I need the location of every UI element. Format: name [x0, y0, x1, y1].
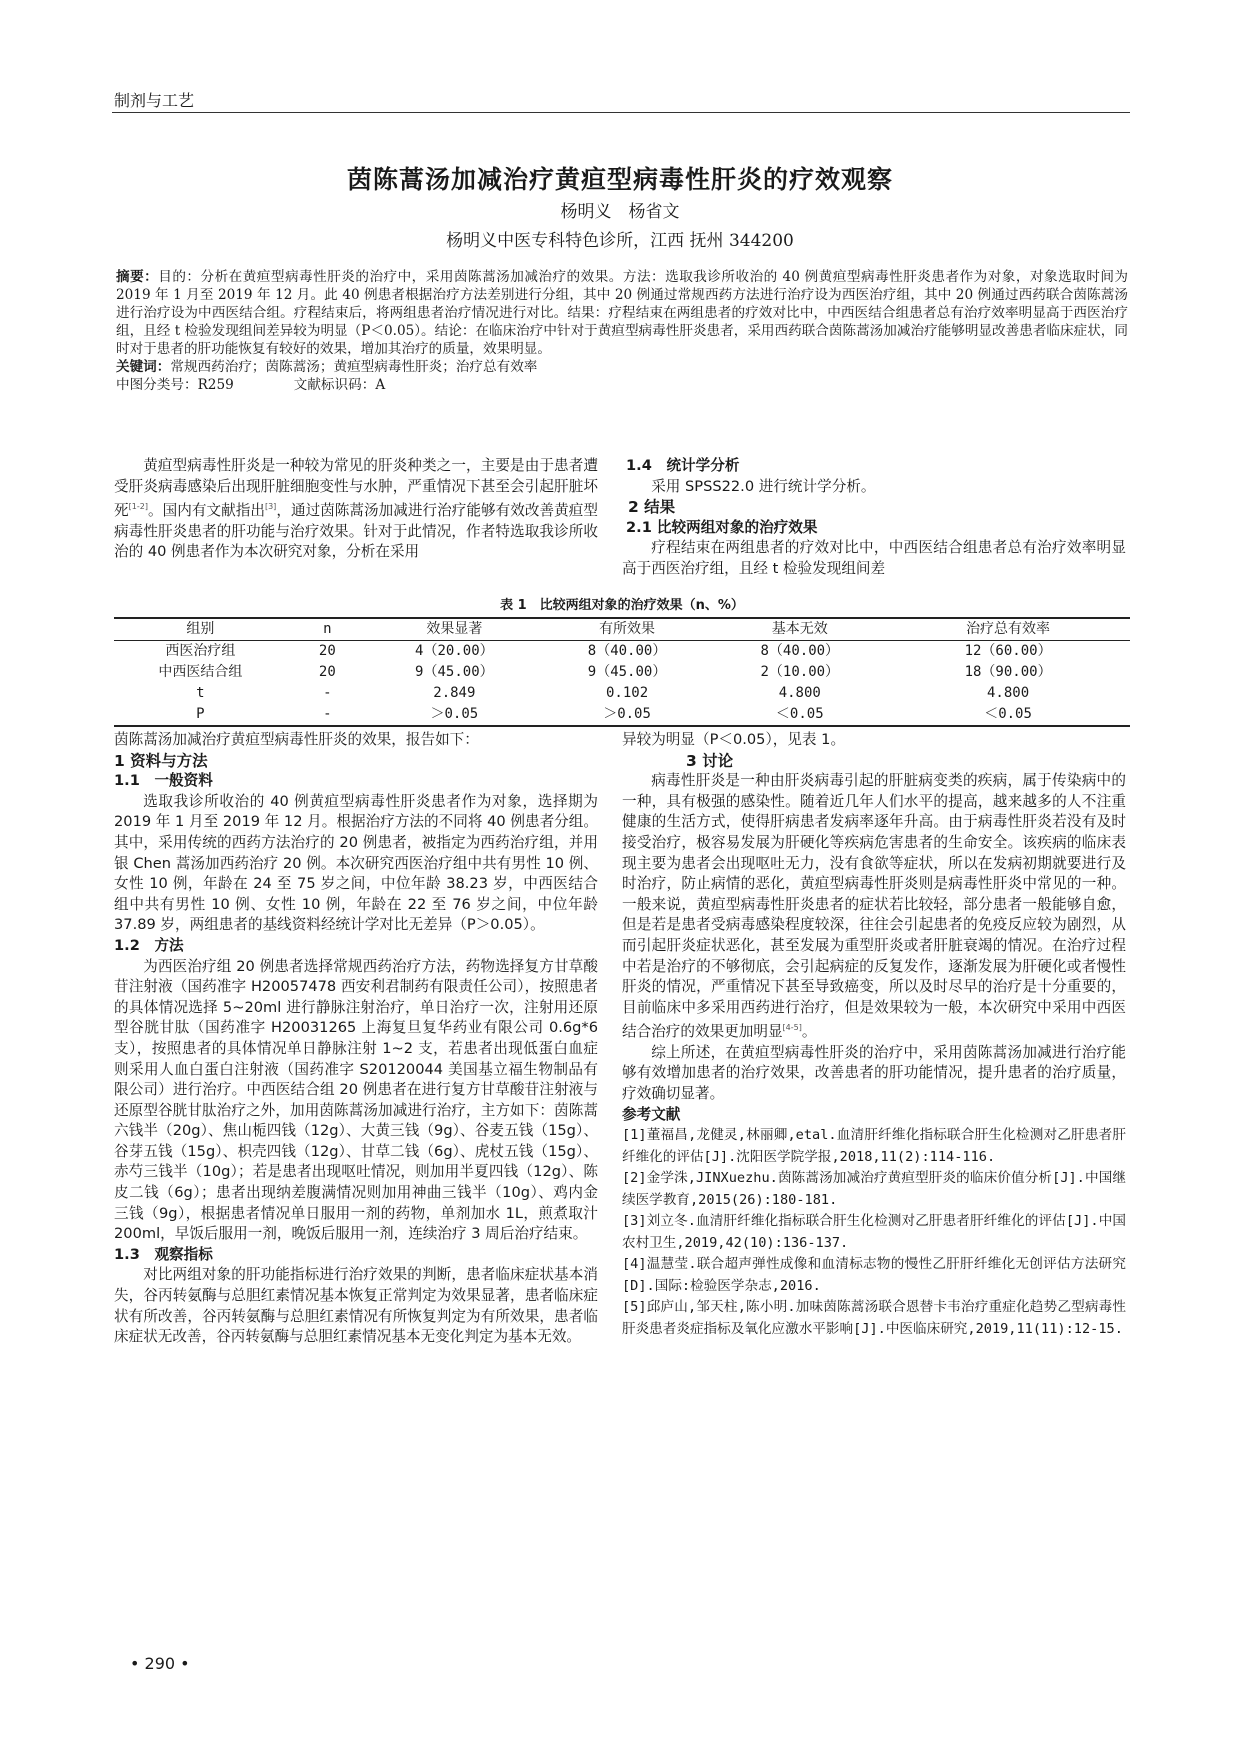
citation: [3] — [264, 502, 277, 512]
table-cell: P — [196, 706, 205, 722]
reference-item: [1]董福昌,龙健灵,林丽卿,etal.血清肝纤维化指标联合肝生化检测对乙肝患者肝纤维化的评估[J].沈阳医学院学报,2018,11(2):114-116. — [622, 1127, 1126, 1165]
intro-column — [114, 456, 598, 563]
classification — [116, 376, 1128, 394]
table-header: 效果显著 — [426, 621, 483, 637]
table-cell: 9（45.00） — [587, 664, 667, 680]
clc-value: R259 — [197, 377, 234, 393]
intro-text-3: ，通过茵陈蒿汤加减进行治疗能够有效改善黄疸型病毒性肝炎患者的肝功能与治疗效果。针对于此情况，作者特选取我诊所收治的 40 例患者作为本次研究对象，分析在采用 — [114, 502, 598, 561]
table-row — [114, 683, 1130, 704]
discussion-paragraph-1 — [622, 771, 1126, 1043]
table-cell: 18（90.00） — [964, 664, 1052, 680]
table-header: 组别 — [186, 621, 215, 637]
abstract-label: 摘要： — [116, 269, 159, 285]
affiliation: 杨明义中医专科特色诊所，江西 抚州 344200 — [446, 231, 794, 251]
methods-column — [114, 730, 598, 1348]
section-2-1-text: 疗程结束在两组患者的疗效对比中，中西医结合组患者总有治疗效率明显高于西医治疗组，且经 t 检验发现组间差 — [622, 539, 1126, 577]
results-table — [114, 594, 1130, 727]
intro-text-2: 。国内有文献指出 — [147, 502, 265, 520]
clc-label: 中图分类号： — [116, 377, 198, 393]
table-header: 有所效果 — [599, 621, 656, 637]
abstract-text — [116, 268, 1128, 358]
table-header: 治疗总有效率 — [966, 621, 1051, 637]
section-3-title: 3 讨论 — [686, 751, 734, 770]
section-1-4-text: 采用 SPSS22.0 进行统计学分析。 — [651, 477, 876, 495]
table-cell: 4.800 — [986, 685, 1030, 701]
section-1-1-title: 1.1 一般资料 — [114, 772, 213, 790]
reference-item: [2]金学洙,JINXuezhu.茵陈蒿汤加减治疗黄疸型肝炎的临床价值分析[J].中国继续医学教育,2015(26):180-181. — [622, 1170, 1126, 1208]
table-cell: 8（40.00） — [587, 643, 667, 659]
abstract — [116, 268, 1128, 394]
intro-continued: 茵陈蒿汤加减治疗黄疸型病毒性肝炎的效果，报告如下： — [114, 731, 479, 748]
discussion-end: 。 — [801, 1023, 817, 1041]
table — [114, 617, 1130, 727]
citation: [4-5] — [782, 1023, 802, 1033]
authors: 杨明义 杨省文 — [560, 202, 680, 222]
reference-item: [4]温慧莹.联合超声弹性成像和血清标志物的慢性乙肝肝纤维化无创评估方法研究[D].国际:检验医学杂志,2016. — [622, 1256, 1126, 1294]
section-1-2-title: 1.2 方法 — [114, 936, 184, 954]
table-cell: 20 — [318, 664, 336, 680]
section-1-1-text: 选取我诊所收治的 40 例黄疸型病毒性肝炎患者作为对象，选择期为 2019 年 1 月至 2019 年 12 月。根据治疗方法的不同将 40 例患者分组。其中，采用传统的西药方法治疗的 20 例患者，被指定为西药治疗组，并用银 Chen 蒿汤加西药治疗 20 例。本次研究西医治疗组中共有男性 10 例、女性 10 例，年龄在 24 至 75 岁之间，中位年龄 38.23 岁，中西医结合组中共有男性 10 例、女性 10 例，年龄在 22 至 76 岁之间，中位年龄 37.89 岁，两组患者的基线资料经统计学对比无差异（P＞0.05）。 — [114, 792, 598, 934]
abstract-body: 目的：分析在黄疸型病毒性肝炎的治疗中，采用茵陈蒿汤加减治疗的效果。方法：选取我诊所收治的 40 例黄疸型病毒性肝炎患者作为对象，对象选取时间为 2019 年 1 月至 2019 年 12 月。此 40 例患者根据治疗方法差别进行分组，其中 20 例通过常规西药方法进行治疗设为西医治疗组，其中 20 例通过西药联合茵陈蒿汤进行治疗设为中西医结合组。疗程结束后，将两组患者治疗情况进行对比。结果：疗程结束在两组患者的疗效对比中，中西医结合组患者总有治疗效率明显高于西医治疗组，且经 t 检验发现组间差异较为明显（P＜0.05）。结论：在临床治疗中针对于黄疸型病毒性肝炎患者，采用西药联合茵陈蒿汤加减治疗能够明显改善患者临床症状，同时对于患者的肝功能恢复有较好的效果，增加其治疗的质量，效果明显。 — [116, 269, 1129, 357]
section-1-2-text: 为西医治疗组 20 例患者选择常规西药治疗方法，药物选择复方甘草酸苷注射液（国药准字 H20057478 西安利君制药有限责任公司），按照患者的具体情况选择 5~20ml 进行静脉注射治疗，单日治疗一次，注射用还原型谷胱甘肽（国药准字 H20031265 上海复旦复华药业有限公司 0.6g*6 支），按照患者的具体情况单日静脉注射 1~2 支，若患者出现低蛋白血症则采用人血白蛋白注射液（国药准字 S20120044 美国基立福生物制品有限公司）进行治疗。中西医结合组 20 例患者在进行复方甘草酸苷注射液与还原型谷胱甘肽治疗之外，加用茵陈蒿汤加减进行治疗，主方如下：茵陈蒿六钱半（20g）、焦山栀四钱（12g）、大黄三钱（9g）、谷麦五钱（15g）、谷芽五钱（15g）、枳壳四钱（12g）、甘草二钱（6g）、虎杖五钱（15g）、赤芍三钱半（10g）；若是患者出现呕吐情况，则加用半夏四钱（12g）、陈皮二钱（6g）；患者出现纳差腹满情况则加用神曲三钱半（10g）、鸡内金三钱（9g），根据患者情况单日服用一剂的药物，单剂加水 1L，煎煮取汁 200ml，早饭后服用一剂，晚饭后服用一剂，连续治疗 3 周后治疗结束。 — [114, 957, 598, 1243]
section-1-4-title: 1.4 统计学分析 — [626, 457, 740, 474]
reference-item: [3]刘立冬.血清肝纤维化指标联合肝生化检测对乙肝患者肝纤维化的评估[J].中国农村卫生,2019,42(10):136-137. — [622, 1213, 1126, 1251]
discussion-column — [622, 730, 1126, 1340]
header-divider — [112, 112, 1130, 113]
table-cell: 2.849 — [433, 685, 476, 701]
discussion-paragraph-2: 综上所述，在黄疸型病毒性肝炎的治疗中，采用茵陈蒿汤加减进行治疗能够有效增加患者的治疗效果，改善患者的肝功能情况，提升患者的治疗质量，疗效确切显著。 — [622, 1043, 1126, 1102]
keywords-label: 关键词： — [116, 359, 171, 375]
table-cell: - — [323, 706, 332, 722]
table-header: n — [323, 621, 332, 637]
table-cell: ＞0.05 — [430, 706, 479, 722]
section-2-title: 2 结果 — [628, 498, 676, 517]
table-cell: ＜0.05 — [775, 706, 824, 722]
doc-label: 文献标识码： — [293, 377, 376, 393]
results-column-top — [622, 456, 1126, 580]
table-cell: ＞0.05 — [603, 706, 651, 722]
table-cell: 西医治疗组 — [165, 643, 236, 659]
table-cell: 8（40.00） — [760, 643, 840, 659]
section-2-1-title: 2.1 比较两组对象的治疗效果 — [626, 518, 818, 536]
table-cell: 中西医结合组 — [158, 664, 243, 680]
section-1-title: 1 资料与方法 — [114, 751, 208, 770]
intro-text-1: 黄疸型病毒性肝炎是一种较为常见的肝炎种类之一，主要是由于患者遭受肝炎病毒感染后出现肝脏细胞变性与水肿，严重情况下甚至会引起肝脏坏死 — [114, 457, 598, 520]
table-cell: - — [323, 685, 332, 701]
section-label: 制剂与工艺 — [114, 91, 195, 110]
table-cell: ＜0.05 — [984, 706, 1032, 722]
table-cell: 9（45.00） — [415, 664, 494, 680]
table-row — [114, 662, 1130, 683]
table-row — [114, 641, 1130, 663]
table-cell: 4（20.00） — [415, 643, 494, 659]
intro-paragraph — [114, 456, 598, 563]
section-1-3-title: 1.3 观察指标 — [114, 1245, 213, 1263]
table-cell: 12（60.00） — [964, 643, 1052, 659]
keywords-body: 常规西药治疗；茵陈蒿汤；黄疸型病毒性肝炎；治疗总有效率 — [170, 359, 538, 375]
keywords — [116, 358, 1128, 376]
table-cell: 20 — [318, 643, 336, 659]
table-caption: 表 1 比较两组对象的治疗效果（n、%） — [500, 598, 744, 613]
section-2-1-continued: 异较为明显（P＜0.05），见表 1。 — [622, 731, 846, 748]
discussion-text: 病毒性肝炎是一种由肝炎病毒引起的肝脏病变类的疾病，属于传染病中的一种，具有极强的感染性。随着近几年人们水平的提高，越来越多的人不注重健康的生活方式，使得肝病患者发病率逐年升高。由于病毒性肝炎若没有及时接受治疗，极容易发展为肝硬化等疾病危害患者的生命安全。该疾病的临床表现主要为患者会出现呕吐无力，没有食欲等症状，所以在发病初期就要进行及时治疗，防止病情的恶化，黄疸型病毒性肝炎则是病毒性肝炎中常见的一种。一般来说，黄疸型病毒性肝炎患者的症状若比较轻，部分患者一般能够自愈，但是若是患者受病毒感染程度较深，往往会引起患者的免疫反应较为剧烈，从而引起肝炎症状恶化，甚至发展为重型肝炎或者肝脏衰竭的情况。在治疗过程中若是治疗的不够彻底，会引起病症的反复发作，逐渐发展为肝硬化或者慢性肝炎的情况，严重情况下甚至导致癌变，所以及时尽早的治疗是十分重要的，目前临床中多采用西药进行治疗，但是效果较为一般，本次研究中采用中西医结合治疗的效果更加明显 — [622, 772, 1126, 1041]
references-title: 参考文献 — [622, 1105, 681, 1123]
table-cell: 0.102 — [605, 685, 649, 701]
table-header-row — [114, 618, 1130, 641]
doc-value: A — [375, 377, 386, 393]
table-header: 基本无效 — [771, 621, 828, 637]
table-cell: 2（10.00） — [760, 664, 840, 680]
article-title: 茵陈蒿汤加减治疗黄疸型病毒性肝炎的疗效观察 — [346, 165, 893, 194]
reference-item: [5]邱庐山,邹天柱,陈小明.加味茵陈蒿汤联合恩替卡韦治疗重症化趋势乙型病毒性肝炎患者炎症指标及氧化应激水平影响[J].中医临床研究,2019,11(11):12-15. — [622, 1299, 1126, 1337]
table-cell: t — [196, 685, 205, 701]
page-number: • 290 • — [130, 1654, 190, 1673]
citation: [1-2] — [128, 502, 148, 512]
table-cell: 4.800 — [778, 685, 821, 701]
table-row — [114, 704, 1130, 726]
section-1-3-text: 对比两组对象的肝功能指标进行治疗效果的判断，患者临床症状基本消失，谷丙转氨酶与总胆红素情况基本恢复正常判定为效果显著，患者临床症状有所改善，谷丙转氨酶与总胆红素情况有所恢复判定为有所效果，患者临床症状无改善，谷丙转氨酶与总胆红素情况基本无变化判定为基本无效。 — [114, 1266, 598, 1346]
